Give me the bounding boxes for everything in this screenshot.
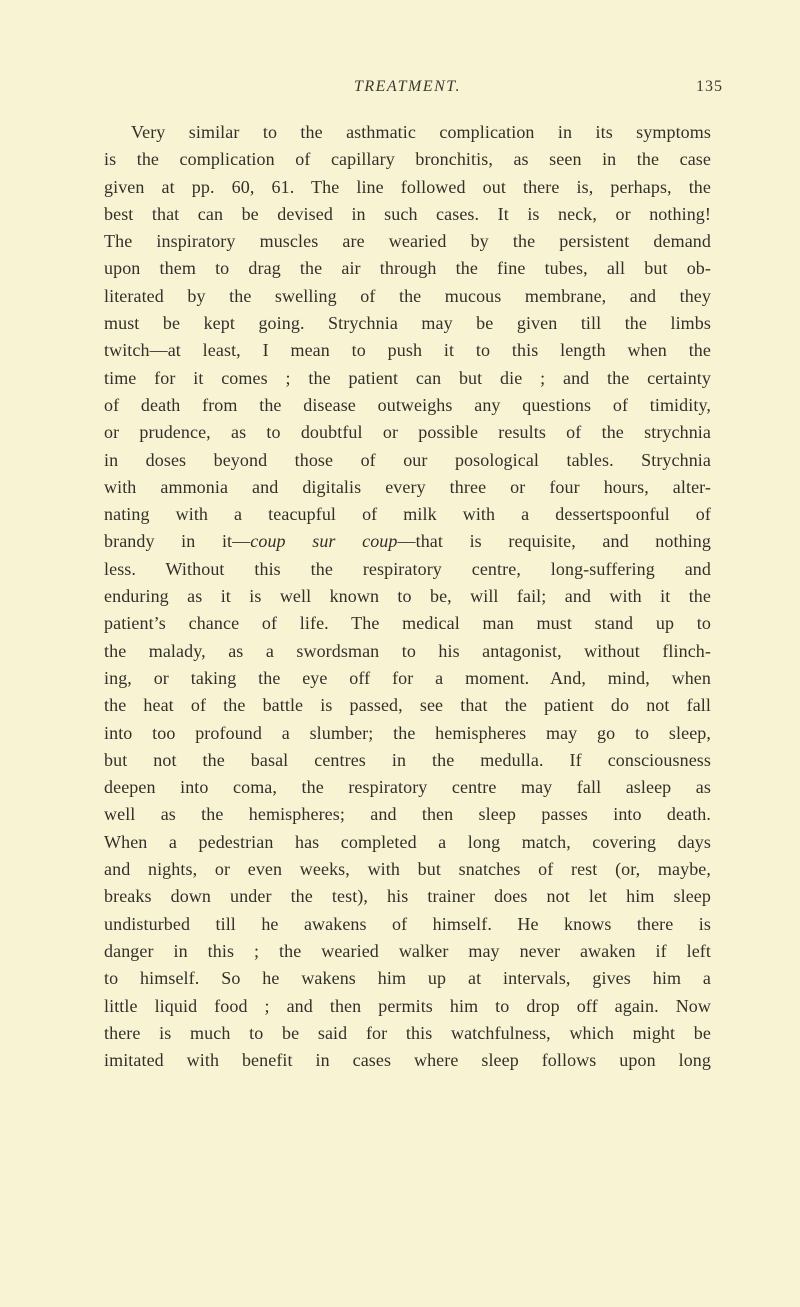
- text-line: [104, 528, 711, 555]
- text-segment: The inspiratory muscles are wearied by the persistent demand: [104, 231, 711, 252]
- text-segment: less. Without this the respiratory centre, long-suffering and: [104, 558, 711, 579]
- text-line: [104, 774, 711, 801]
- running-title: TREATMENT.: [353, 78, 461, 95]
- text-segment: danger in this ; the wearied walker may never awaken if left: [104, 940, 711, 961]
- text-line: [104, 993, 711, 1020]
- text-segment: in doses beyond those of our posological tables. Strychnia: [104, 449, 711, 470]
- text-segment: enduring as it is well known to be, will fail; and with it the: [104, 586, 711, 607]
- text-line: [104, 692, 711, 719]
- text-line: [104, 365, 711, 392]
- text-line: [104, 255, 711, 282]
- text-segment: patient’s chance of life. The medical man must stand up to: [104, 613, 711, 634]
- text-line: [104, 228, 711, 255]
- text-line: [104, 392, 711, 419]
- text-line: [104, 665, 711, 692]
- text-segment: to himself. So he wakens him up at intervals, gives him a: [104, 968, 711, 989]
- page-header: [104, 78, 723, 100]
- text-segment: breaks down under the test), his trainer does not let him sleep: [104, 886, 711, 907]
- text-segment: nating with a teacupful of milk with a dessertspoonful of: [104, 504, 711, 525]
- text-line: [104, 501, 711, 528]
- text-line: [104, 583, 711, 610]
- text-line: [104, 720, 711, 747]
- text-segment: literated by the swelling of the mucous membrane, and they: [104, 285, 711, 306]
- text-segment: of death from the disease outweighs any questions of timidity,: [104, 394, 711, 415]
- text-line: [104, 119, 711, 146]
- text-segment: into too profound a slumber; the hemispheres may go to sleep,: [104, 722, 711, 743]
- text-line: [104, 337, 711, 364]
- text-segment: When a pedestrian has completed a long match, covering days: [104, 831, 711, 852]
- text-line: [104, 447, 711, 474]
- text-line: [104, 283, 711, 310]
- text-segment: brandy in it—: [104, 531, 251, 552]
- body-text: [104, 119, 711, 1074]
- text-line: [104, 938, 711, 965]
- text-line: [104, 146, 711, 173]
- text-segment: imitated with benefit in cases where sleep follows upon long: [104, 1050, 711, 1071]
- text-segment: little liquid food ; and then permits him to drop off again. Now: [104, 995, 711, 1016]
- text-segment: with ammonia and digitalis every three or four hours, alter-: [104, 476, 711, 497]
- text-segment: there is much to be said for this watchfulness, which might be: [104, 1022, 711, 1043]
- text-line: [104, 610, 711, 637]
- text-segment: deepen into coma, the respiratory centre may fall asleep as: [104, 777, 711, 798]
- text-line: [104, 310, 711, 337]
- text-line: [104, 965, 711, 992]
- text-line: [104, 1047, 711, 1074]
- text-segment: ing, or taking the eye off for a moment. And, mind, when: [104, 667, 711, 688]
- text-segment: —that is requisite, and nothing: [397, 531, 711, 552]
- text-segment: well as the hemispheres; and then sleep passes into death.: [104, 804, 711, 825]
- text-segment: but not the basal centres in the medulla. If consciousness: [104, 749, 711, 770]
- text-segment: Very similar to the asthmatic complication in its symptoms: [131, 122, 711, 142]
- text-line: [104, 911, 711, 938]
- text-line: [104, 1020, 711, 1047]
- text-line: [104, 856, 711, 883]
- text-segment: and nights, or even weeks, with but snatches of rest (or, maybe,: [104, 859, 711, 880]
- page-number: 135: [696, 78, 723, 95]
- text-line: [104, 747, 711, 774]
- text-segment: the heat of the battle is passed, see that the patient do not fall: [104, 695, 711, 716]
- text-segment: must be kept going. Strychnia may be given till the limbs: [104, 313, 711, 334]
- text-segment: is the complication of capillary bronchitis, as seen in the case: [104, 149, 711, 170]
- text-line: [104, 201, 711, 228]
- text-segment: the malady, as a swordsman to his antagonist, without flinch-: [104, 640, 711, 661]
- text-segment: undisturbed till he awakens of himself. He knows there is: [104, 913, 711, 934]
- text-line: [104, 474, 711, 501]
- text-segment: twitch—at least, I mean to push it to this length when the: [104, 340, 711, 361]
- text-line: [104, 638, 711, 665]
- text-line: [104, 829, 711, 856]
- text-line: [104, 556, 711, 583]
- text-segment: given at pp. 60, 61. The line followed out there is, perhaps, the: [104, 176, 711, 197]
- text-line: [104, 174, 711, 201]
- text-segment: upon them to drag the air through the fine tubes, all but ob-: [104, 258, 711, 279]
- text-line: [104, 419, 711, 446]
- text-segment: or prudence, as to doubtful or possible results of the strychnia: [104, 422, 711, 443]
- text-segment: time for it comes ; the patient can but die ; and the certainty: [104, 367, 711, 388]
- text-segment: best that can be devised in such cases. It is neck, or nothing!: [104, 203, 711, 224]
- text-line: [104, 883, 711, 910]
- text-line: [104, 801, 711, 828]
- italic-phrase: coup sur coup: [250, 531, 398, 552]
